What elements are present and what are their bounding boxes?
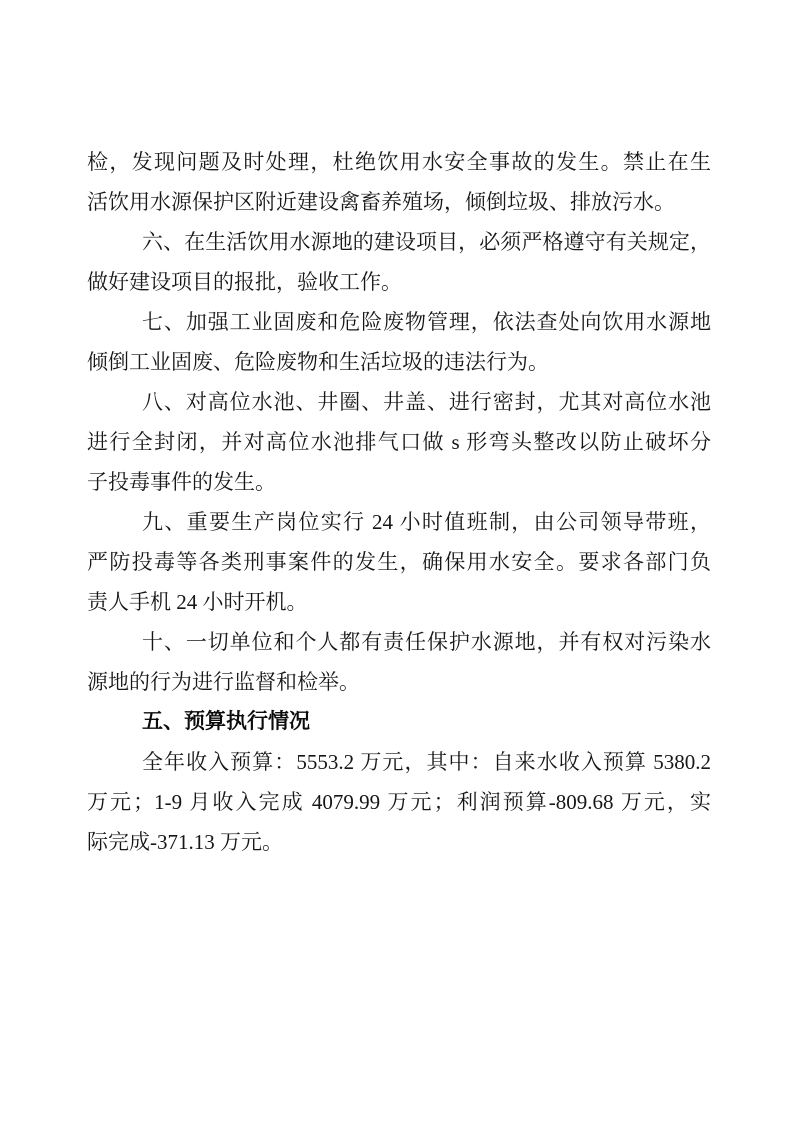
text-line: 际完成-371.13 万元。	[87, 830, 283, 854]
text-line: 八、对高位水池、井圈、井盖、进行密封，尤其对高位水池	[142, 390, 711, 414]
text-line: 六、在生活饮用水源地的建设项目，必须严格遵守有关规定，	[142, 230, 711, 254]
paragraph	[87, 502, 711, 622]
heading-line: 五、预算执行情况	[142, 710, 310, 733]
text-line: 检，发现问题及时处理，杜绝饮用水安全事故的发生。禁止在生	[87, 150, 711, 174]
paragraph	[87, 142, 711, 222]
text-line: 万元；1-9 月收入完成 4079.99 万元；利润预算-809.68 万元，实	[87, 790, 711, 814]
text-line: 严防投毒等各类刑事案件的发生，确保用水安全。要求各部门负	[87, 550, 711, 574]
paragraph	[87, 302, 711, 382]
paragraph	[87, 742, 711, 862]
text-line: 活饮用水源保护区附近建设禽畜养殖场，倾倒垃圾、排放污水。	[87, 190, 675, 214]
text-line: 做好建设项目的报批，验收工作。	[87, 270, 402, 294]
paragraph	[87, 382, 711, 502]
text-line: 十、一切单位和个人都有责任保护水源地，并有权对污染水	[142, 630, 711, 654]
text-line: 进行全封闭，并对高位水池排气口做 s 形弯头整改以防止破坏分	[87, 430, 711, 454]
paragraph	[87, 222, 711, 302]
section-heading	[87, 702, 711, 742]
text-line: 责人手机 24 小时开机。	[87, 590, 308, 614]
text-line: 七、加强工业固废和危险废物管理，依法查处向饮用水源地	[142, 310, 711, 334]
text-line: 子投毒事件的发生。	[87, 470, 276, 494]
text-line: 全年收入预算：5553.2 万元，其中：自来水收入预算 5380.2	[142, 750, 711, 774]
text-content	[87, 142, 711, 862]
text-line: 倾倒工业固废、危险废物和生活垃圾的违法行为。	[87, 350, 549, 374]
paragraph	[87, 622, 711, 702]
text-line: 九、重要生产岗位实行 24 小时值班制，由公司领导带班，	[142, 510, 711, 534]
text-line: 源地的行为进行监督和检举。	[87, 670, 360, 694]
